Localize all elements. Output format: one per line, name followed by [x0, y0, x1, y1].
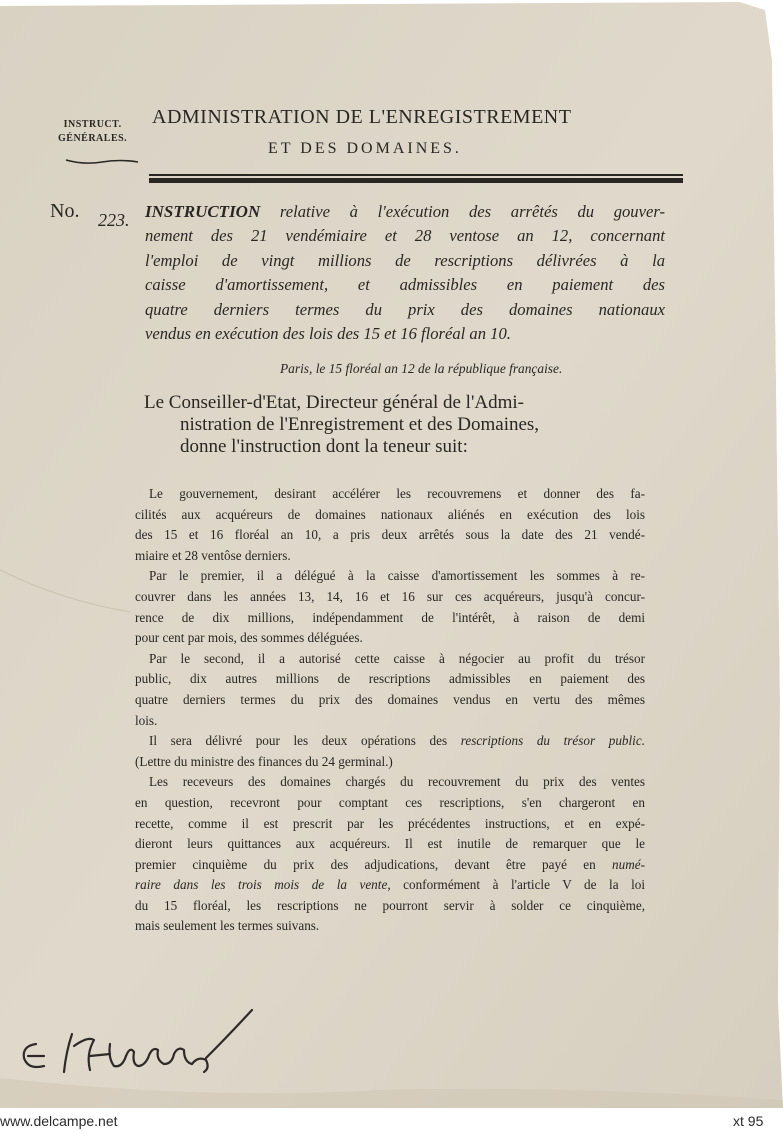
body-line — [135, 731, 645, 752]
instruction-number: 223. — [98, 210, 130, 230]
body-line — [135, 628, 645, 649]
body-line — [135, 525, 645, 546]
side-label-line: GÉNÉRALES. — [58, 133, 128, 144]
intro-line: nistration de l'Enregistrement et des Domaines, — [180, 414, 540, 435]
dateline: Paris, le 15 floréal an 12 de la république française. — [280, 361, 563, 376]
body-line — [135, 814, 645, 835]
body-text-run: en question, recevront pour comptant ces rescriptions, s'en chargeront en — [135, 794, 645, 810]
body-text-run: recette, comme il est prescrit par les précédentes instructions, et en expé- — [135, 815, 645, 831]
instruction-heading — [145, 200, 665, 346]
instruction-line-text: relative à l'exécution des arrêtés du gouver- — [260, 202, 665, 221]
body-line — [135, 587, 645, 608]
instruction-line — [145, 273, 665, 297]
item-reference-text: xt 95 — [733, 1113, 764, 1129]
body-line — [135, 772, 645, 793]
body-line — [135, 752, 645, 773]
italic-text: numé- — [612, 856, 645, 872]
body-text-run: public, dix autres millions de rescriptions admissibles en paiement des — [135, 671, 645, 687]
body-line — [135, 484, 645, 505]
body-text-run: cilités aux acquéreurs de domaines nationaux aliénés en exécution des lois — [135, 506, 645, 522]
body-text-run: quatre derniers termes du prix des domaines vendus en vertu des mêmes — [135, 691, 645, 707]
instruction-line-text: l'emploi de vingt millions de rescriptions délivrées à la — [145, 250, 665, 270]
flourish-ornament — [64, 156, 140, 166]
header-rule — [149, 173, 683, 187]
body-line — [135, 855, 645, 876]
italic-text: rescriptions du trésor public. — [460, 733, 645, 749]
body-line — [135, 505, 645, 526]
body-text-run: miaire et 28 ventôse derniers. — [135, 547, 291, 563]
instruction-line — [145, 298, 665, 322]
body-text-run: lois. — [135, 712, 158, 728]
body-line — [135, 566, 645, 587]
body-line — [135, 649, 645, 670]
body-text-run: (Lettre du ministre des finances du 24 germinal.) — [135, 753, 393, 769]
body-text-run: rence de dix millions, indépendamment de l'intérêt, à raison de demi — [135, 609, 645, 625]
intro-line: donne l'instruction dont la teneur suit: — [180, 436, 468, 457]
body-text-run: , conformément à l'article V de la loi — [387, 877, 645, 893]
body-line — [135, 875, 645, 896]
body-text-run: pour cent par mois, des sommes déléguées. — [135, 630, 363, 646]
body-line — [135, 916, 645, 937]
body-text-run: mais seulement les termes suivans. — [135, 918, 320, 934]
instruction-line-text: quatre derniers termes du prix des domaines nationaux — [145, 299, 665, 319]
body-line — [135, 793, 645, 814]
instruction-line-text: nement des 21 vendémiaire et 28 ventose an 12, concernant — [145, 226, 665, 246]
body-text — [135, 484, 645, 937]
body-line — [135, 669, 645, 690]
instruction-line-text: caisse d'amortissement, et admissibles en paiement des — [145, 275, 665, 295]
header-title: ADMINISTRATION DE L'ENREGISTREMENT — [152, 106, 572, 128]
body-line — [135, 608, 645, 629]
side-label — [58, 118, 127, 146]
instruction-line — [145, 322, 665, 346]
body-line — [135, 711, 645, 732]
body-line — [135, 896, 645, 917]
body-text-run: dieront leurs quittances aux acquéreurs. Il est inutile de remarquer que le — [135, 836, 645, 852]
body-text-run: Par le second, il a autorisé cette caisse à négocier au profit du trésor — [149, 650, 645, 666]
instruction-line — [145, 200, 665, 224]
body-line — [135, 546, 645, 567]
instruction-line — [145, 224, 665, 248]
body-text-run: premier cinquième du prix des adjudications, devant être payé en — [135, 856, 613, 872]
instruction-line-text: vendus en exécution des lois des 15 et 16 floréal an 10. — [145, 324, 511, 344]
watermark-site-text: www.delcampe.net — [0, 1113, 118, 1129]
body-line — [135, 834, 645, 855]
instruction-number-label: No. — [50, 200, 80, 222]
body-text-run: des 15 et 16 floréal an 10, a pris deux arrêtés sous la date des 21 vendé- — [135, 527, 645, 543]
intro-paragraph — [144, 392, 654, 458]
italic-text: raire dans les trois mois de la vente — [135, 877, 388, 893]
instruction-line — [145, 249, 665, 273]
body-text-run: Par le premier, il a délégué à la caisse d'amortissement les sommes à re- — [149, 568, 645, 584]
intro-line: Le Conseiller-d'Etat, Directeur général de l'Admi- — [144, 392, 524, 413]
side-label-line: INSTRUCT. — [63, 119, 122, 130]
header-subtitle: ET DES DOMAINES. — [268, 140, 462, 157]
body-text-run: Il sera délivré pour les deux opérations des — [149, 733, 461, 749]
body-line — [135, 690, 645, 711]
body-text-run: du 15 floréal, les rescriptions ne pourront servir à solder ce cinquième, — [135, 897, 645, 913]
instruction-keyword: INSTRUCTION — [145, 202, 261, 221]
handwritten-signature — [14, 1006, 264, 1086]
body-text-run: Le gouvernement, desirant accélérer les recouvremens et donner des fa- — [149, 486, 645, 501]
body-text-run: couvrer dans les années 13, 14, 16 et 16 sur ces acquéreurs, jusqu'à concur- — [135, 588, 645, 604]
body-text-run: Les receveurs des domaines chargés du recouvrement du prix des ventes — [149, 774, 645, 790]
